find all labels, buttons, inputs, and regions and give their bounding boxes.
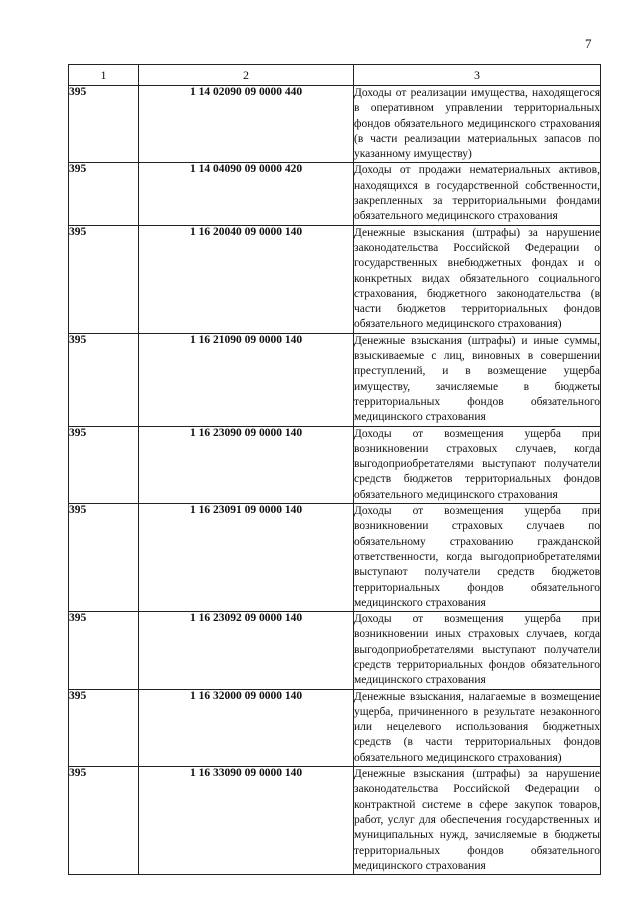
table-row (69, 333, 601, 426)
table-header-row (69, 65, 601, 86)
table-row (69, 612, 601, 689)
admin-code-cell: 395 (69, 163, 139, 225)
admin-code-cell: 395 (69, 612, 139, 689)
kbk-code-cell: 1 16 23090 09 0000 140 (139, 426, 354, 503)
revenue-codes-table (68, 64, 601, 875)
kbk-code-cell: 1 16 23092 09 0000 140 (139, 612, 354, 689)
description-cell: Денежные взыскания (штрафы) за нарушение законодательства Российской Федерации о государственных внебюджетных фондах и о конкретных видах обязательного социального страхования, бюджетного законодательства (в части бюджетов территориальных фондов обязательного медицинского страхования) (354, 225, 601, 333)
description-cell: Денежные взыскания (штрафы) и иные суммы, взыскиваемые с лиц, виновных в совершении преступлений, и в возмещение ущерба имуществу, зачисляемые в бюджеты территориальных фондов обязательного медицинского страхования (354, 333, 601, 426)
description-cell: Доходы от реализации имущества, находящегося в оперативном управлении территориальных фондов обязательного медицинского страхования (в части реализации материальных запасов по указанному имуществу) (354, 86, 601, 163)
admin-code-cell: 395 (69, 767, 139, 875)
kbk-code-cell: 1 16 32000 09 0000 140 (139, 689, 354, 766)
table-row (69, 504, 601, 612)
description-cell: Доходы от возмещения ущерба при возникновении страховых случаев, когда выгодоприобретателями выступают получатели средств бюджетов территориальных фондов обязательного медицинского страхования (354, 426, 601, 503)
description-cell: Доходы от возмещения ущерба при возникновении иных страховых случаев, когда выгодоприобретателями выступают получатели средств территориальных фондов обязательного медицинского страхования (354, 612, 601, 689)
kbk-code-cell: 1 16 20040 09 0000 140 (139, 225, 354, 333)
table-row (69, 689, 601, 766)
kbk-code-cell: 1 14 02090 09 0000 440 (139, 86, 354, 163)
column-header-2: 2 (139, 65, 354, 86)
admin-code-cell: 395 (69, 86, 139, 163)
kbk-code-cell: 1 16 21090 09 0000 140 (139, 333, 354, 426)
admin-code-cell: 395 (69, 225, 139, 333)
table-row (69, 426, 601, 503)
description-cell: Доходы от возмещения ущерба при возникновении страховых случаев по обязательному страхованию гражданской ответственности, когда выгодоприобретателями выступают получатели средств бюджетов территориальных фондов обязательного медицинского страхования (354, 504, 601, 612)
admin-code-cell: 395 (69, 689, 139, 766)
description-cell: Денежные взыскания (штрафы) за нарушение законодательства Российской Федерации о контрактной системе в сфере закупок товаров, работ, услуг для обеспечения государственных и муниципальных нужд, зачисляемые в бюджеты территориальных фондов обязательного медицинского страхования (354, 767, 601, 875)
admin-code-cell: 395 (69, 333, 139, 426)
admin-code-cell: 395 (69, 426, 139, 503)
table-row (69, 225, 601, 333)
description-cell: Доходы от продажи нематериальных активов, находящихся в государственной собственности, закрепленных за территориальными фондами обязательного медицинского страхования (354, 163, 601, 225)
column-header-1: 1 (69, 65, 139, 86)
column-header-3: 3 (354, 65, 601, 86)
kbk-code-cell: 1 14 04090 09 0000 420 (139, 163, 354, 225)
page-number: 7 (585, 36, 592, 51)
table-row (69, 86, 601, 163)
kbk-code-cell: 1 16 23091 09 0000 140 (139, 504, 354, 612)
description-cell: Денежные взыскания, налагаемые в возмещение ущерба, причиненного в результате незаконного или нецелевого использования бюджетных средств (в части территориальных фондов обязательного медицинского страхования) (354, 689, 601, 766)
kbk-code-cell: 1 16 33090 09 0000 140 (139, 767, 354, 875)
table-row (69, 767, 601, 875)
admin-code-cell: 395 (69, 504, 139, 612)
table-row (69, 163, 601, 225)
